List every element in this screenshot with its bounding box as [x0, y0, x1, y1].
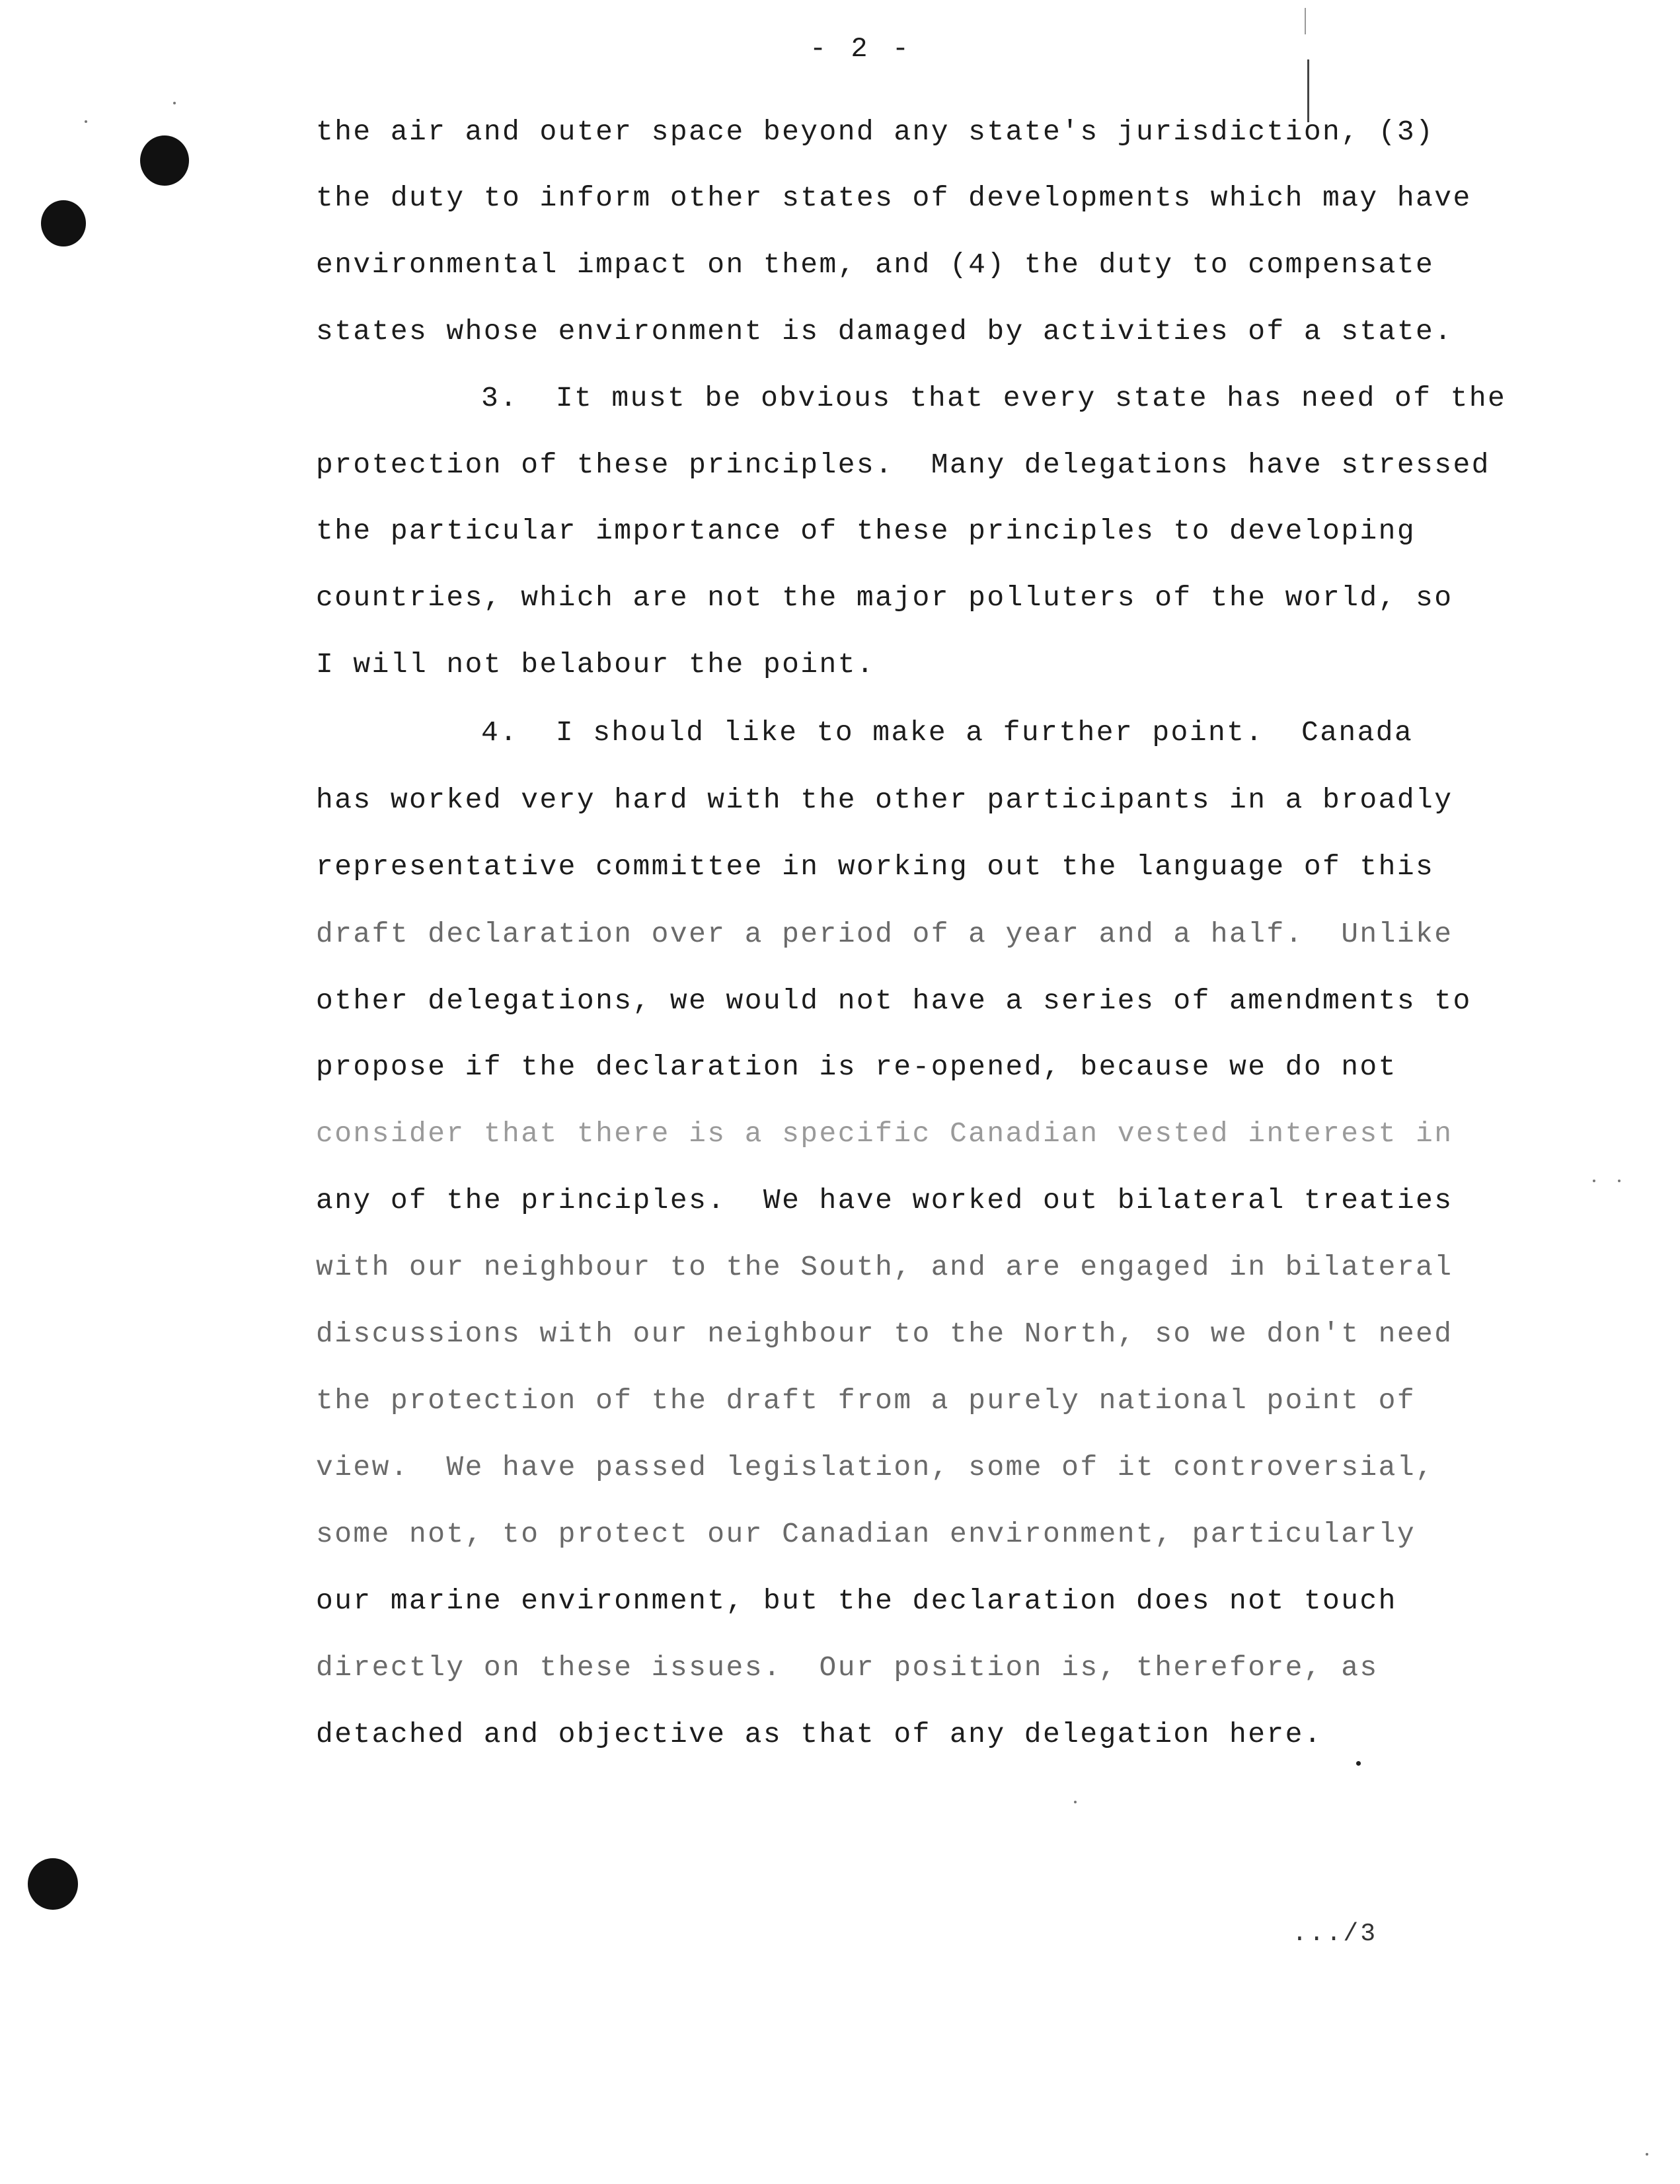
- punch-hole-lower: [28, 1858, 78, 1910]
- scan-line: [1305, 8, 1306, 34]
- text-line: detached and objective as that of any delegation here.: [316, 1718, 1323, 1751]
- text-line: our marine environment, but the declaration does not touch: [316, 1585, 1397, 1617]
- text-line: the particular importance of these principles to developing: [316, 515, 1416, 547]
- scan-speck: [1074, 1801, 1077, 1803]
- text-line: view. We have passed legislation, some of it controversial,: [316, 1451, 1435, 1484]
- text-line: directly on these issues. Our position is, therefore, as: [316, 1651, 1379, 1684]
- text-line: protection of these principles. Many delegations have stressed: [316, 449, 1490, 481]
- text-line: discussions with our neighbour to the North, so we don't need: [316, 1318, 1453, 1350]
- text-line: propose if the declaration is re-opened, because we do not: [316, 1051, 1397, 1083]
- scan-speck: [1593, 1180, 1595, 1182]
- scan-speck: [1618, 1180, 1621, 1182]
- text-line: some not, to protect our Canadian environment, particularly: [316, 1518, 1416, 1550]
- text-line: has worked very hard with the other participants in a broadly: [316, 784, 1453, 816]
- paragraph-3-start: 3. It must be obvious that every state has need of the: [481, 382, 1507, 414]
- text-line: countries, which are not the major polluters of the world, so: [316, 582, 1453, 614]
- scan-line: [1307, 59, 1309, 122]
- text-line: the protection of the draft from a purely national point of: [316, 1384, 1416, 1417]
- text-line: other delegations, we would not have a series of amendments to: [316, 985, 1472, 1017]
- scan-speck: [173, 102, 176, 104]
- text-line: consider that there is a specific Canadian vested interest in: [316, 1117, 1453, 1150]
- text-line: representative committee in working out the language of this: [316, 850, 1435, 883]
- page-number: - 2 -: [810, 33, 913, 65]
- scan-speck: [85, 120, 87, 123]
- text-line: draft declaration over a period of a year and a half. Unlike: [316, 918, 1453, 950]
- text-line: the air and outer space beyond any state's jurisdiction, (3): [316, 116, 1435, 148]
- text-line: environmental impact on them, and (4) the duty to compensate: [316, 248, 1435, 281]
- text-line: any of the principles. We have worked out bilateral treaties: [316, 1184, 1453, 1217]
- text-line: I will not belabour the point.: [316, 648, 876, 681]
- punch-hole-upper: [41, 200, 86, 246]
- scan-speck: [1646, 2153, 1648, 2156]
- text-line: with our neighbour to the South, and are engaged in bilateral: [316, 1251, 1453, 1283]
- text-line: the duty to inform other states of developments which may have: [316, 182, 1472, 214]
- text-line: states whose environment is damaged by activities of a state.: [316, 315, 1453, 348]
- paragraph-4-start: 4. I should like to make a further point. Canada: [481, 716, 1414, 749]
- continuation-marker: .../3: [1292, 1920, 1378, 1948]
- scan-speck: [1356, 1761, 1361, 1766]
- punch-hole-top: [140, 135, 189, 186]
